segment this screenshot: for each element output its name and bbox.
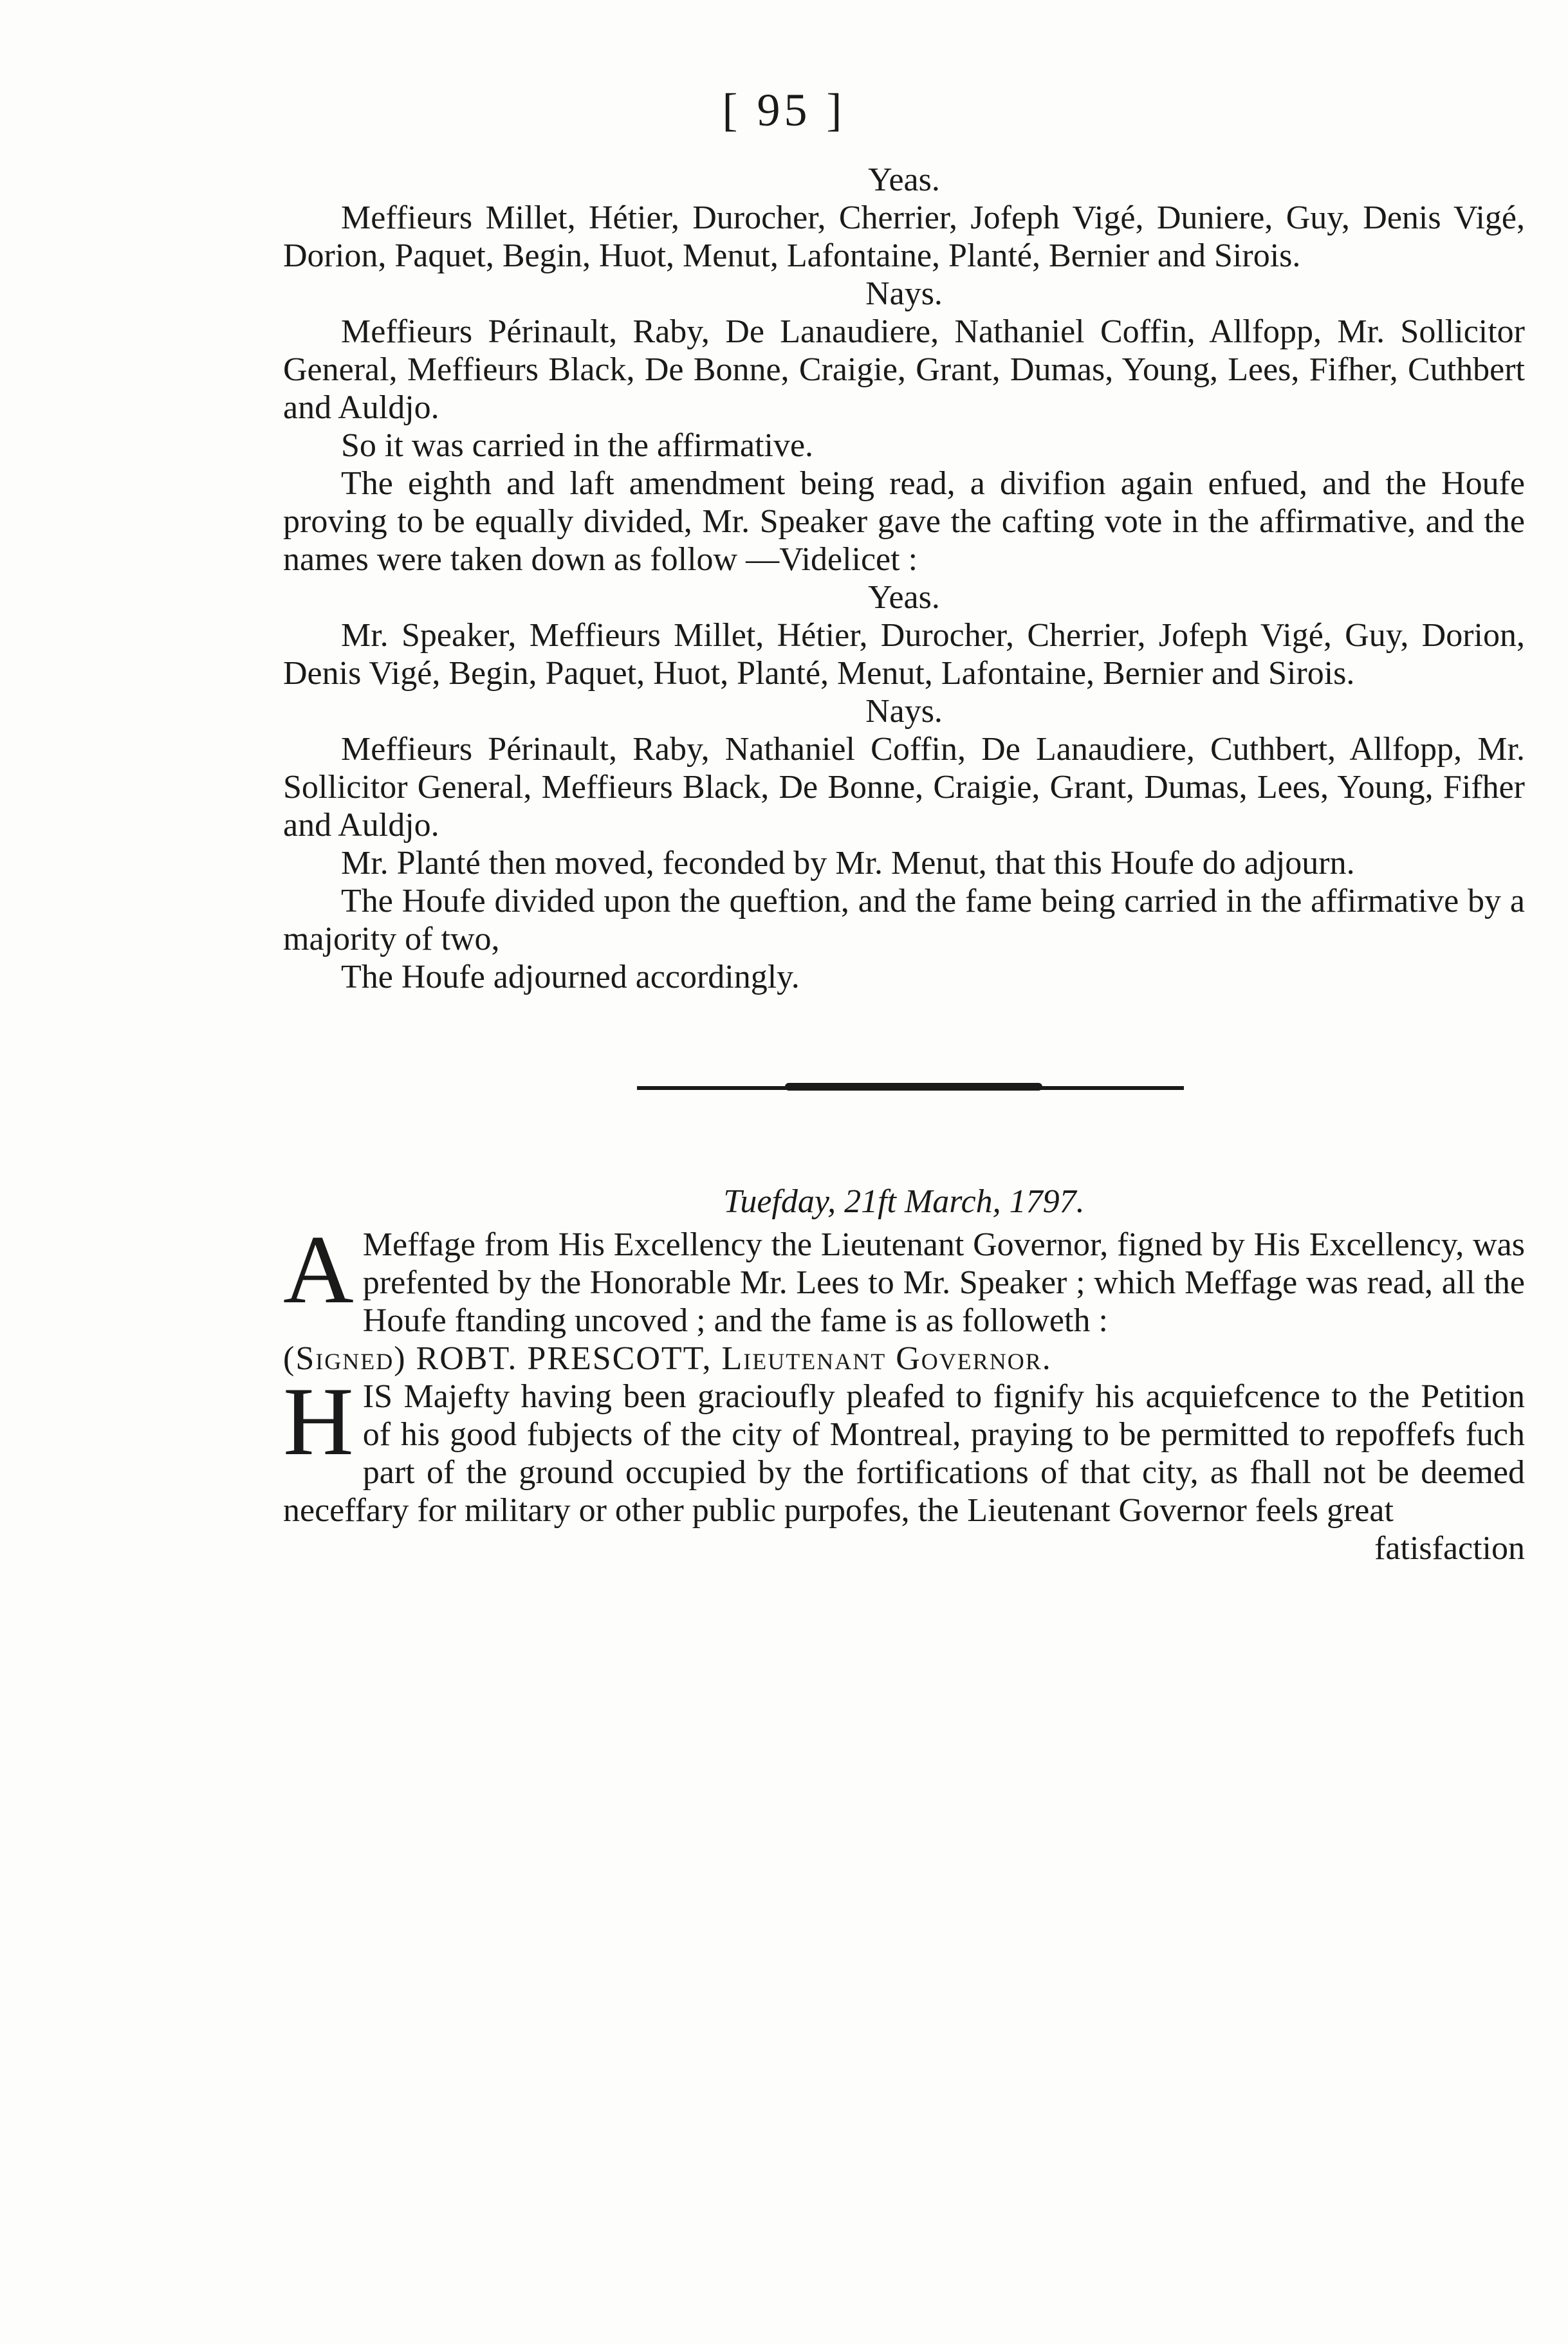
message-dropcap: A (283, 1215, 354, 1324)
date-heading: Tuefday, 21ft March, 1797. (723, 1183, 1085, 1220)
yeas-heading-2: Yeas. (868, 579, 940, 616)
body-paragraph (283, 1367, 1525, 1529)
eighth-amendment-paragraph: The eighth and laft amendment being read, a divifion again enfued, and the Houfe proving to be equally divided, Mr. Speaker gave the cafting vote in the affirmative, and the names were taken down as follow —Videlicet : (283, 465, 1525, 578)
nays-heading-1: Nays. (865, 275, 943, 312)
text-column (283, 161, 1525, 1567)
divider-rule-center (785, 1083, 1042, 1091)
message-paragraph (283, 1215, 1525, 1340)
section-divider (283, 996, 1525, 1183)
message-text: Meffage from His Excellency the Lieutenant Governor, figned by His Excellency, was prefented by the Honorable Mr. Lees to Mr. Speaker ; which Meffage was read, all the Houfe ftanding uncoved ; and the fame is as followeth : (362, 1226, 1525, 1339)
adjourn-motion-paragraph: Mr. Planté then moved, feconded by Mr. Menut, that this Houfe do adjourn. (341, 845, 1355, 881)
signed-line: (Signed) ROBT. PRESCOTT, Lieutenant Governor. (283, 1340, 1052, 1377)
catchword: fatisfaction (1374, 1530, 1525, 1567)
nays-list-2: Meffieurs Périnault, Raby, Nathaniel Coffin, De Lanaudiere, Cuthbert, Allfopp, Mr. Sollicitor General, Meffieurs Black, De Bonne, Craigie, Grant, Dumas, Lees, Young, Fifher and Auldjo. (283, 731, 1525, 844)
yeas-list-1: Meffieurs Millet, Hétier, Durocher, Cherrier, Jofeph Vigé, Duniere, Guy, Denis Vigé, Dorion, Paquet, Begin, Huot, Menut, Lafontaine, Planté, Bernier and Sirois. (283, 199, 1525, 274)
divided-paragraph: The Houfe divided upon the queftion, and the fame being carried in the affirmative by a majority of two, (283, 883, 1525, 957)
nays-list-1: Meffieurs Périnault, Raby, De Lanaudiere, Nathaniel Coffin, Allfopp, Mr. Sollicitor General, Meffieurs Black, De Bonne, Craigie, Grant, Dumas, Young, Lees, Fifher, Cuthbert and Auldjo. (283, 313, 1525, 426)
body-dropcap: H (283, 1367, 354, 1475)
page-number: [ 95 ] (722, 84, 846, 136)
yeas-list-2: Mr. Speaker, Meffieurs Millet, Hétier, Durocher, Cherrier, Jofeph Vigé, Guy, Dorion, Denis Vigé, Begin, Paquet, Huot, Planté, Menut, Lafontaine, Bernier and Sirois. (283, 617, 1525, 692)
body-text: IS Majefty having been gracioufly pleafed to fignify his acquiefcence to the Petition of his good fubjects of the city of Montreal, praying to be permitted to repoffefs fuch part of the ground occupied by the fortifications of that city, as fhall not be deemed neceffary for military or other public purpofes, the Lieutenant Governor feels great (283, 1378, 1525, 1529)
nays-heading-2: Nays. (865, 693, 943, 730)
yeas-heading-1: Yeas. (868, 161, 940, 198)
adjourned-paragraph: The Houfe adjourned accordingly. (341, 959, 800, 995)
carried-paragraph: So it was carried in the affirmative. (341, 427, 814, 464)
